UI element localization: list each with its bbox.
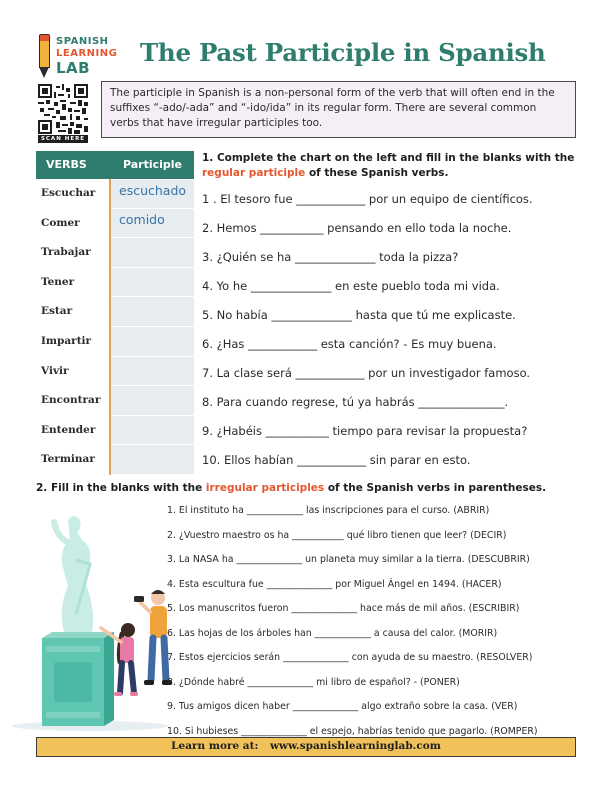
section-1-heading-highlight: regular participle bbox=[202, 167, 306, 179]
table-row bbox=[36, 238, 194, 268]
verb-cell: Terminar bbox=[36, 445, 111, 475]
list-item[interactable]: 2. ¿Vuestro maestro os ha ___________ qué libro tienen que leer? (DECIR) bbox=[167, 529, 507, 541]
verb-cell: Entender bbox=[36, 416, 111, 446]
verb-cell: Escuchar bbox=[36, 179, 111, 209]
list-item[interactable]: 3. ¿Quién se ha ______________ toda la pizza? bbox=[202, 250, 459, 264]
section-1-heading-tail: of these Spanish verbs. bbox=[308, 167, 449, 179]
table-row bbox=[36, 297, 194, 327]
participle-cell[interactable] bbox=[111, 386, 194, 416]
section-2-heading bbox=[36, 482, 546, 494]
verb-cell: Estar bbox=[36, 297, 111, 327]
participle-cell[interactable]: escuchado bbox=[111, 179, 194, 209]
section-1-heading bbox=[202, 151, 582, 181]
table-row bbox=[36, 386, 194, 416]
list-item[interactable]: 4. Yo he ______________ en este pueblo toda mi vida. bbox=[202, 279, 500, 293]
verb-cell: Encontrar bbox=[36, 386, 111, 416]
list-item[interactable]: 7. Estos ejercicios serán ______________ con ayuda de su maestro. (RESOLVER) bbox=[167, 652, 533, 663]
qr-code-icon[interactable] bbox=[38, 84, 88, 134]
participle-cell[interactable] bbox=[111, 416, 194, 446]
table-body bbox=[36, 179, 194, 475]
verb-cell: Vivir bbox=[36, 357, 111, 387]
list-item[interactable]: 5. Los manuscritos fueron ______________ hace más de mil años. (ESCRIBIR) bbox=[167, 603, 520, 614]
verb-cell: Comer bbox=[36, 209, 111, 239]
participle-cell[interactable] bbox=[111, 238, 194, 268]
list-item[interactable]: 7. La clase será ____________ por un investigador famoso. bbox=[202, 366, 531, 380]
page-title: The Past Participle in Spanish bbox=[140, 38, 546, 67]
brand-logo bbox=[36, 30, 130, 82]
table-header bbox=[36, 151, 194, 179]
list-item[interactable]: 1. El instituto ha ____________ las inscripciones para el curso. (ABRIR) bbox=[167, 505, 490, 516]
pencil-icon bbox=[39, 34, 50, 78]
verb-cell: Trabajar bbox=[36, 238, 111, 268]
section-1-heading-text: 1. Complete the chart on the left and fill in the blanks with the bbox=[202, 152, 575, 164]
section-2-heading-highlight: irregular participles bbox=[205, 482, 325, 494]
table-row bbox=[36, 268, 194, 298]
list-item[interactable]: 3. La NASA ha ______________ un planeta muy similar a la tierra. (DESCUBRIR) bbox=[167, 554, 530, 565]
participle-cell[interactable] bbox=[111, 445, 194, 475]
table-row bbox=[36, 179, 194, 209]
list-item[interactable]: 10. Ellos habían ____________ sin parar en esto. bbox=[202, 453, 471, 467]
scan-here-label: SCAN HERE bbox=[38, 135, 88, 143]
participle-cell[interactable] bbox=[111, 327, 194, 357]
list-item[interactable]: 2. Hemos ___________ pensando en ello toda la noche. bbox=[202, 221, 512, 235]
list-item[interactable]: 4. Esta escultura fue ______________ por Miguel Ángel en 1494. (HACER) bbox=[167, 578, 502, 590]
participle-cell[interactable]: comido bbox=[111, 209, 194, 239]
list-item[interactable]: 5. No había ______________ hasta que tú me explicaste. bbox=[202, 308, 516, 322]
verb-cell: Tener bbox=[36, 268, 111, 298]
table-row bbox=[36, 357, 194, 387]
section-1-list bbox=[202, 190, 587, 480]
brand-line-3: LAB bbox=[56, 59, 91, 77]
section-2-heading-text: 2. Fill in the blanks with the bbox=[36, 482, 203, 494]
brand-line-2: LEARNING bbox=[56, 48, 118, 59]
brand-name bbox=[56, 36, 117, 76]
footer-link[interactable]: www.spanishlearninglab.com bbox=[270, 740, 441, 752]
list-item[interactable]: 8. ¿Dónde habré ______________ mi libro de español? - (PONER) bbox=[167, 676, 460, 688]
table-row bbox=[36, 445, 194, 475]
brand-line-1: SPANISH bbox=[56, 36, 109, 47]
participle-cell[interactable] bbox=[111, 268, 194, 298]
section-2-heading-tail: of the Spanish verbs in parentheses. bbox=[327, 482, 547, 494]
footer-label: Learn more at: bbox=[171, 740, 259, 752]
table-row bbox=[36, 416, 194, 446]
list-item[interactable]: 6. ¿Has ____________ esta canción? - Es muy buena. bbox=[202, 337, 497, 351]
participle-cell[interactable] bbox=[111, 297, 194, 327]
verb-cell: Impartir bbox=[36, 327, 111, 357]
participle-cell[interactable] bbox=[111, 357, 194, 387]
table-row bbox=[36, 209, 194, 239]
verbs-column-header: VERBS bbox=[46, 158, 87, 171]
participle-column-header: Participle bbox=[122, 158, 183, 171]
list-item[interactable]: 10. Si hubieses ______________ el espejo, habrías tenido que pagarlo. (ROMPER) bbox=[167, 725, 538, 737]
list-item[interactable]: 6. Las hojas de los árboles han ____________ a causa del calor. (MORIR) bbox=[167, 627, 498, 639]
list-item[interactable]: 1 . El tesoro fue ____________ por un equipo de científicos. bbox=[202, 192, 533, 206]
list-item[interactable]: 8. Para cuando regrese, tú ya habrás _______________. bbox=[202, 395, 509, 409]
table-row bbox=[36, 327, 194, 357]
list-item[interactable]: 9. Tus amigos dicen haber ______________ algo extraño sobre la casa. (VER) bbox=[167, 701, 518, 712]
list-item[interactable]: 9. ¿Habéis ___________ tiempo para revisar la propuesta? bbox=[202, 424, 528, 438]
footer-bar bbox=[36, 737, 576, 757]
verbs-table bbox=[36, 151, 194, 475]
statue-illustration bbox=[10, 500, 180, 732]
section-2-list bbox=[167, 505, 587, 750]
intro-box: The participle in Spanish is a non-personal form of the verb that will often end in the suffixes “-ado/-ada” and “-ido/ida” in its regular form. There are several common verbs that have irregular participles too. bbox=[101, 81, 576, 138]
